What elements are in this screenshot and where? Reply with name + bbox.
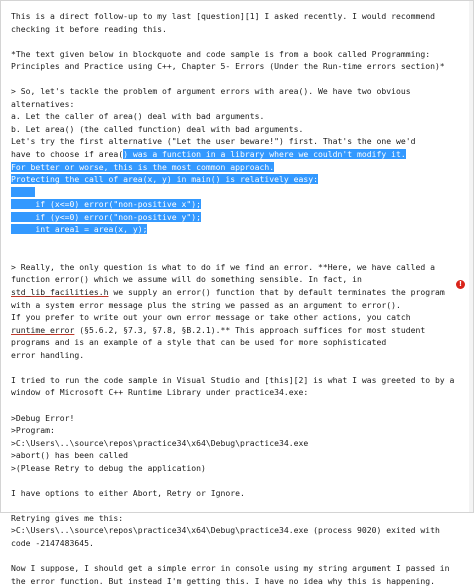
selected-text — [11, 187, 35, 197]
editor-line — [11, 236, 459, 249]
line-text: have to choose if area( — [11, 149, 124, 160]
editor-line: > Really, the only question is what to do if we find an error. **Here, we have called a — [11, 261, 435, 272]
editor-line: alternatives: — [11, 98, 75, 109]
editor-line: I tried to run the code sample in Visual Studio and [this][2] is what I was greeted to by a — [11, 374, 455, 385]
editor-line: >abort() has been called — [11, 450, 128, 461]
editor-line: with a system error message plus the string we passed as an argument to error(). — [11, 299, 401, 310]
selected-text: Protecting the call of area(x, y) in main() is relatively easy: — [11, 174, 318, 185]
line-text: we supply an error() function that by default terminates the program — [108, 287, 445, 298]
spellcheck-flagged-word[interactable]: runtime_error — [11, 324, 75, 335]
editor-line: >Debug Error! — [11, 412, 75, 423]
editor-line — [11, 35, 459, 48]
editor-line — [11, 198, 459, 211]
editor-line — [11, 73, 459, 86]
editor-line — [11, 474, 459, 487]
editor-line — [11, 499, 459, 512]
editor-line — [11, 248, 459, 261]
selected-text: if (x<=0) error("non-positive x"); — [11, 199, 202, 210]
editor-line: Principles and Practice using C++, Chapter 5- Errors (Under the Run-time errors section)* — [11, 61, 445, 72]
editor-line — [11, 173, 459, 186]
spellcheck-flagged-word[interactable]: std_lib_facilities.h — [11, 287, 109, 298]
editor-line: Now I suppose, I should get a simple error in console using my string argument I passed in — [11, 563, 450, 574]
editor-line: the error function. But instead I'm getting this. I have no idea why this is happening. — [11, 575, 435, 586]
editor-line — [11, 161, 459, 174]
editor-line: Retrying gives me this: — [11, 512, 124, 523]
editor-line: > So, let's tackle the problem of argument errors with area(). We have two obvious — [11, 86, 411, 97]
editor-line: >Program: — [11, 425, 55, 436]
editor-line — [11, 286, 459, 299]
selected-text: ) was a function in a library where we couldn't modify it. — [123, 149, 406, 160]
editor-line: function error() which we assume will do something sensible. In fact, in — [11, 274, 362, 285]
editor-line — [11, 223, 459, 236]
editor-line: >(Please Retry to debug the application) — [11, 462, 206, 473]
editor-line — [11, 399, 459, 412]
editor-line — [11, 324, 459, 337]
editor-line: checking it before reading this. — [11, 23, 167, 34]
editor-line: code -2147483645. — [11, 537, 94, 548]
editor-line — [11, 186, 459, 199]
editor-line — [11, 211, 459, 224]
editor-line: a. Let the caller of area() deal with bad arguments. — [11, 111, 265, 122]
error-icon: ! — [456, 280, 465, 289]
selected-text: For better or worse, this is the most common approach. — [11, 161, 275, 172]
editor-line: >C:\Users\..\source\repos\practice34\x64\Debug\practice34.exe — [11, 437, 309, 448]
editor-line — [11, 550, 459, 563]
editor-line: >C:\Users\..\source\repos\practice34\x64\Debug\practice34.exe (process 9020) exited with — [11, 525, 440, 536]
editor-line: programs and is an example of a style that can be used for more sophisticated — [11, 337, 387, 348]
line-text: (§5.6.2, §7.3, §7.8, §B.2.1).** This approach suffices for most student — [74, 324, 426, 335]
editor-line — [11, 148, 459, 161]
selected-text: if (y<=0) error("non-positive y"); — [11, 211, 202, 222]
editor-line: I have options to either Abort, Retry or Ignore. — [11, 487, 245, 498]
editor-line: b. Let area() (the called function) deal with bad arguments. — [11, 123, 304, 134]
editor-line: error handling. — [11, 349, 85, 360]
scrollbar[interactable] — [469, 1, 473, 512]
editor-line: window of Microsoft C++ Runtime Library under practice34.exe: — [11, 387, 309, 398]
editor-line: *The text given below in blockquote and code sample is from a book called Programming: — [11, 48, 431, 59]
selected-text: int area1 = area(x, y); — [11, 224, 148, 235]
editor-line: Let's try the first alternative ("Let the user beware!") first. That's the one we'd — [11, 136, 416, 147]
editor-text[interactable] — [11, 10, 459, 587]
editor-line: This is a direct follow-up to my last [question][1] I asked recently. I would recommend — [11, 11, 435, 21]
editor-line — [11, 361, 459, 374]
editor-line: If you prefer to write out your own error message or take other actions, you catch — [11, 312, 411, 323]
